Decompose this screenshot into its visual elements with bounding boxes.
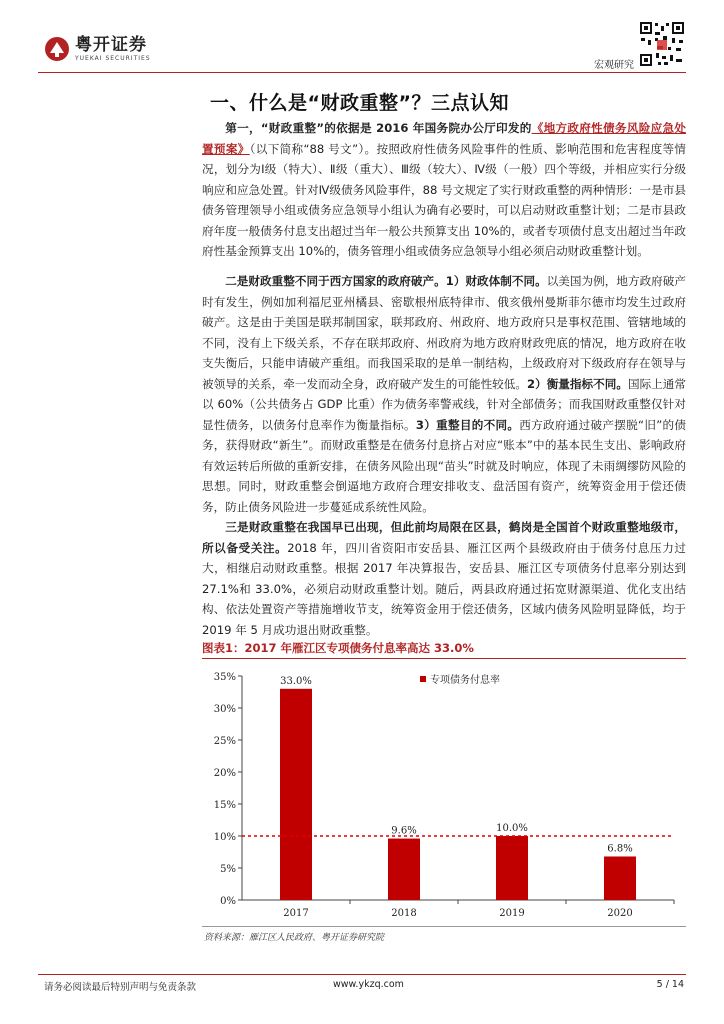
paragraph-1-body: （以下简称“88 号文”）。按照政府性债务风险事件的性质、影响范围和危害程度等情况，划分为Ⅰ级（特大）、Ⅱ级（重大）、Ⅲ级（较大）、Ⅳ级（一般）四个等级，并相应实行分级响应和应急处置。针对Ⅳ级债务风险事件，88 号文规定了实行财政重整的两种情形：一是市县债务管理领导小组或债务应急领导小组认为确有必要时，可以启动财政重整计划；二是市县政府年度一般债务付息支出超过当年一般公共预算支出 10%的，或者专项债付息支出超过当年政府性基金预算支出 10%的，债务管理小组或债务应急领导小组必须启动财政重整计划。 xyxy=(202,141,686,258)
data-label: 6.8% xyxy=(607,843,633,855)
footer-website[interactable]: www.ykzq.com xyxy=(333,979,404,990)
y-tick-label: 35% xyxy=(213,672,236,683)
company-logo xyxy=(44,36,151,62)
paragraph-1 xyxy=(202,118,686,262)
logo-emblem-icon xyxy=(44,36,70,62)
paragraph-3-body: 2018 年，四川省资阳市安岳县、雁江区两个县级政府由于债务付息压力过大，相继启动财政重整。根据 2017 年决算报告，安岳县、雁江区专项债务付息率分别达到 27.1%和 33.0%，必须启动财政重整计划。随后，两县政府通过拓宽财源渠道、优化支出结构、依法处置资产等措施增收节支，统筹资金用于偿还债务，区域内债务风险明显降低，均于 2019 年 5 月成功退出财政重整。 xyxy=(202,540,686,637)
data-label: 10.0% xyxy=(496,823,528,834)
report-type-label: 宏观研究 xyxy=(594,60,634,71)
data-label: 9.6% xyxy=(391,825,417,837)
x-tick-label: 2019 xyxy=(499,908,525,919)
y-tick-label: 0% xyxy=(220,896,236,907)
y-tick-label: 15% xyxy=(213,800,236,811)
y-tick-label: 25% xyxy=(213,736,236,747)
y-tick-label: 20% xyxy=(213,768,236,779)
policy-document-link[interactable]: 《地方政府性债务风险应急处置预案》 xyxy=(202,121,686,156)
logo-name-en: YUEKAI SECURITIES xyxy=(75,54,151,62)
paragraph-2-lead: 二是财政重整不同于西方国家的政府破产。 xyxy=(225,274,446,288)
data-label: 33.0% xyxy=(280,675,312,687)
paragraph-2-point-1: 1）财政体制不同。 xyxy=(445,274,547,288)
x-tick-label: 2018 xyxy=(391,908,417,919)
figure-title: 图表1：2017 年雁江区专项债务付息率高达 33.0% xyxy=(202,641,474,655)
figure-source: 资料来源：雁江区人民政府、粤开证券研究院 xyxy=(204,933,385,943)
y-tick-label: 5% xyxy=(220,864,236,875)
footer-divider xyxy=(38,974,686,975)
section-title: 一、什么是“财政重整”？三点认知 xyxy=(210,92,509,114)
paragraph-3 xyxy=(202,517,686,640)
x-tick-label: 2017 xyxy=(283,908,309,919)
x-tick-label: 2020 xyxy=(607,908,633,919)
paragraph-2-point-2: 2）衡量指标不同。 xyxy=(527,376,628,391)
paragraph-2-body-3: 西方政府通过破产摆脱“旧”的债务，获得财政“新生”。而财政重整是在债务付息挤占对应“账本”中的基本民生支出、影响政府有效运转后所做的重新安排，在债务风险出现“苗头”时就及时响应，体现了未雨绸缪防风险的思想。同时，财政重整会倒逼地方政府合理安排收支、盘活国有资产，统筹资金用于偿还债务，防止债务风险进一步蔓延成系统性风险。 xyxy=(202,417,686,514)
paragraph-2-body-2: 国际上通常以 60%（公共债务占 GDP 比重）作为债务率警戒线，针对全部债务；而我国财政重整仅针对显性债务，以债务付息率作为衡量指标。 xyxy=(202,376,686,432)
y-tick-label: 30% xyxy=(213,704,236,715)
bar xyxy=(280,689,312,900)
qr-code-icon xyxy=(638,20,686,68)
bar-chart xyxy=(202,664,686,926)
bar xyxy=(604,856,636,900)
figure-title-divider xyxy=(202,658,686,659)
paragraph-1-lead: 第一，“财政重整”的依据是 2016 年国务院办公厅印发的 xyxy=(225,121,532,135)
paragraph-2 xyxy=(202,271,686,517)
bar xyxy=(388,839,420,900)
paragraph-3-lead: 三是财政重整在我国早已出现，但此前均局限在区县，鹤岗是全国首个财政重整地级市，所以备受关注。 xyxy=(202,520,686,555)
bar xyxy=(496,836,528,900)
source-divider xyxy=(202,926,686,927)
footer-disclaimer: 请务必阅读最后特别声明与免责条款 xyxy=(44,982,197,993)
legend-label: 专项债务付息率 xyxy=(430,675,500,686)
page-number: 5 / 14 xyxy=(656,979,684,990)
paragraph-2-body-1: 以美国为例，地方政府破产时有发生，例如加利福尼亚州橘县、密歇根州底特律市、俄亥俄州曼斯菲尔德市均发生过政府破产。这是由于美国是联邦制国家，联邦政府、州政府、地方政府只是事权范围、管辖地域的不同，没有上下级关系，不存在联邦政府、州政府为地方政府财政兜底的情况，地方政府在收支失衡后，只能申请破产重组。而我国采取的是单一制结构，上级政府对下级政府存在领导与被领导的关系，牵一发而动全身，政府破产发生的可能性较低。 xyxy=(202,274,686,391)
logo-name-cn: 粤开证券 xyxy=(75,34,147,55)
legend-swatch xyxy=(420,676,426,682)
header-divider xyxy=(38,72,686,73)
y-tick-label: 10% xyxy=(213,832,236,843)
paragraph-2-point-3: 3）重整目的不同。 xyxy=(415,417,520,432)
